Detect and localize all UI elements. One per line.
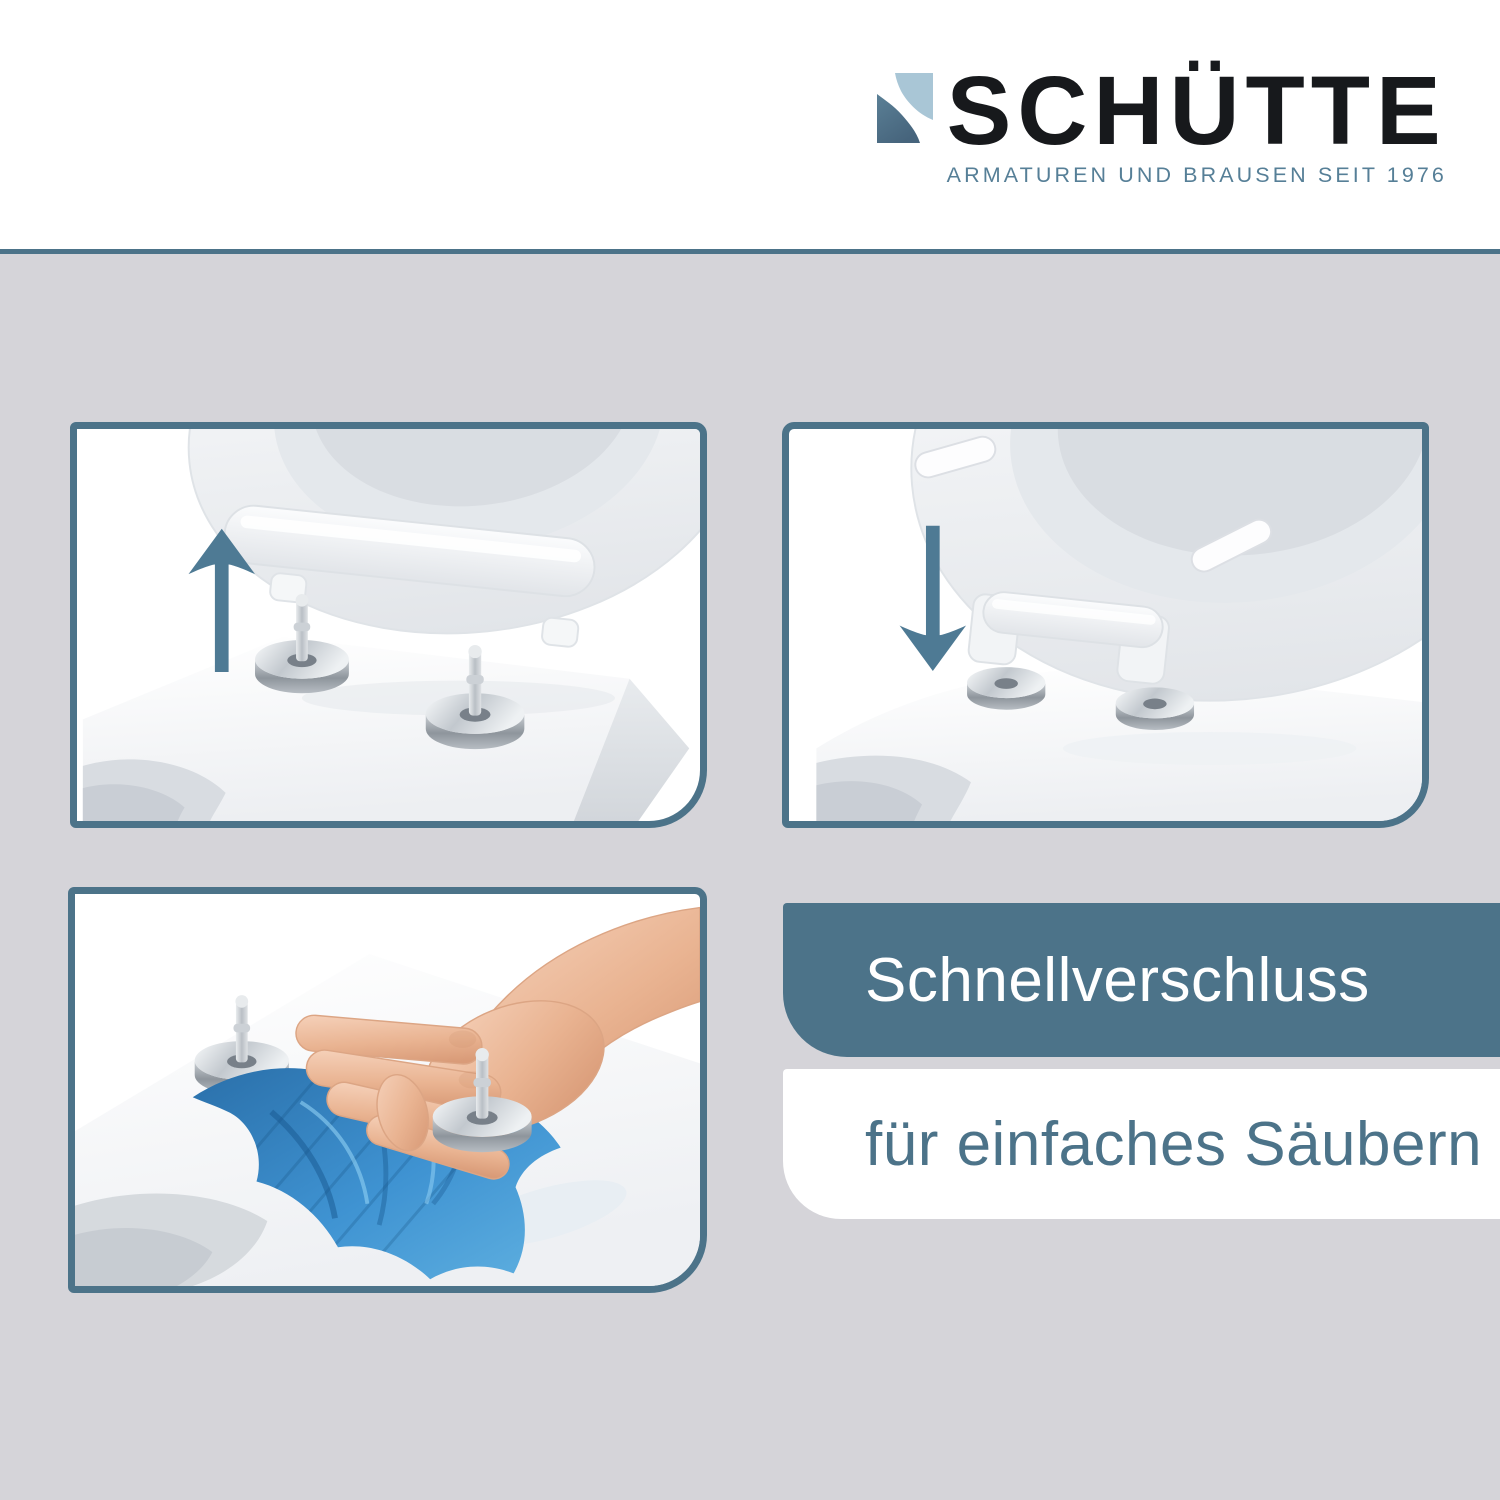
seat-lift-illustration (77, 429, 700, 821)
seat-lower-illustration (789, 429, 1422, 821)
logo-light-wave (895, 73, 933, 120)
schuette-logo-icon (877, 73, 933, 143)
brand-block (877, 56, 1447, 188)
brand-wordmark: SCHÜTTE (946, 56, 1447, 165)
cleaning-illustration (75, 894, 700, 1286)
brand-header (0, 0, 1500, 249)
step-panel-seat-lower (782, 422, 1429, 828)
quick-release-mount (1116, 687, 1194, 730)
step-panel-cleaning (68, 887, 707, 1293)
feature-banner-primary (783, 903, 1500, 1057)
brand-tagline: ARMATUREN UND BRAUSEN SEIT 1976 (946, 163, 1447, 187)
feature-banner-secondary (783, 1069, 1500, 1219)
ceramic-reflection (1063, 732, 1357, 765)
feature-banner-primary-label: Schnellverschluss (865, 945, 1370, 1015)
step-panel-seat-lift (70, 422, 707, 828)
quick-release-mount (967, 667, 1045, 710)
feature-banner-secondary-label: für einfaches Säubern (865, 1109, 1483, 1179)
seat-foot-right (541, 617, 579, 648)
